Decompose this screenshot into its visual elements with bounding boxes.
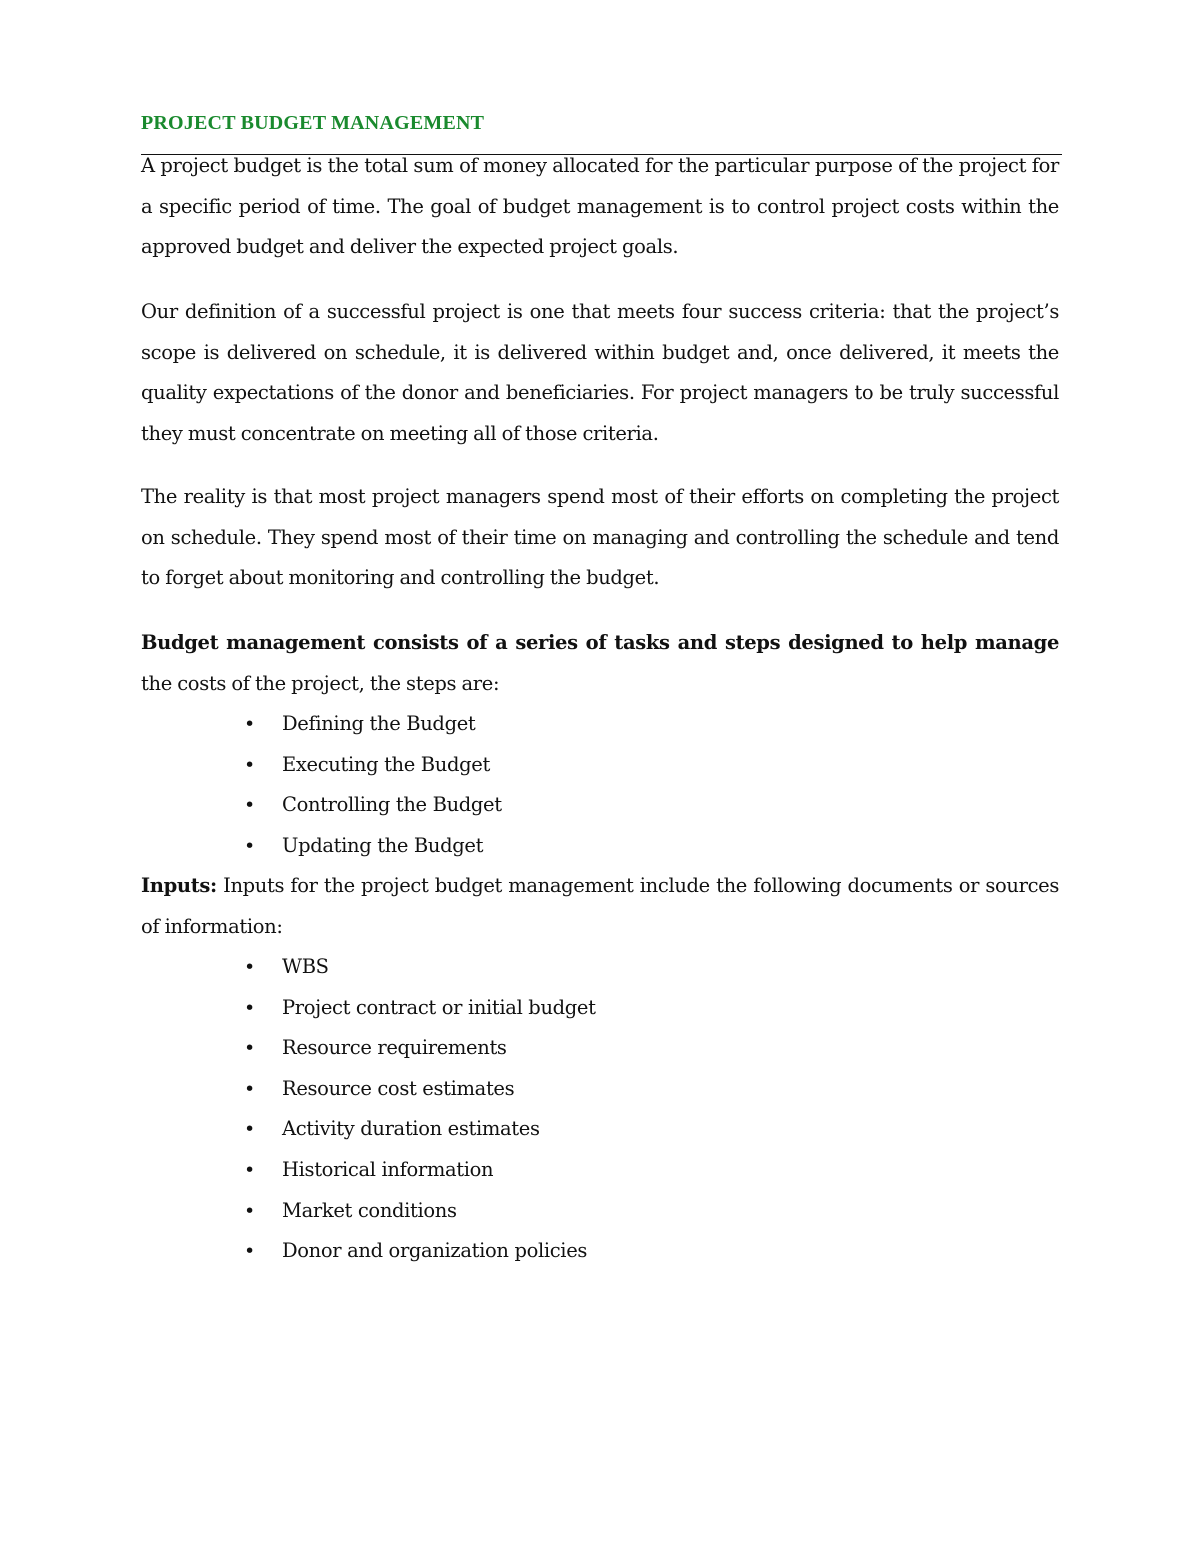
inputs-paragraph xyxy=(141,866,1059,947)
intro-paragraph: A project budget is the total sum of money allocated for the particular purpose of the project for a specific period of time. The goal of budget management is to control project costs within the approved budget and deliver the expected project goals. xyxy=(141,154,1059,258)
list-item xyxy=(244,1191,596,1232)
steps-intro-bold: Budget management consists of a series of tasks and steps designed to help manage xyxy=(141,631,1059,654)
list-item-text: Controlling the Budget xyxy=(282,793,502,817)
list-item xyxy=(244,988,596,1029)
list-item-text: Executing the Budget xyxy=(282,752,490,776)
inputs-label: Inputs: xyxy=(141,874,217,897)
inputs-list xyxy=(244,947,596,1272)
list-item-text: Historical information xyxy=(282,1157,494,1181)
bullet-icon: • xyxy=(244,1240,255,1263)
list-item xyxy=(244,826,502,867)
bullet-icon: • xyxy=(244,753,255,776)
success-criteria-paragraph: Our definition of a successful project is one that meets four success criteria: that the project’s scope is delivered on schedule, it is delivered within budget and, once delivered, it meets the quality expectations of the donor and beneficiaries. For project managers to be truly successful they must concentrate on meeting all of those criteria. xyxy=(141,300,1059,445)
list-item-text: Market conditions xyxy=(282,1198,457,1222)
list-item-text: Defining the Budget xyxy=(282,712,476,735)
budget-steps-list xyxy=(244,704,502,866)
list-item xyxy=(244,1231,596,1272)
list-item xyxy=(244,785,502,826)
list-item-text: Donor and organization policies xyxy=(282,1239,588,1263)
bullet-icon: • xyxy=(244,1158,255,1181)
bullet-icon: • xyxy=(244,1077,255,1100)
list-item-text: Resource cost estimates xyxy=(282,1076,515,1100)
list-item-text: Resource requirements xyxy=(282,1036,507,1060)
reality-paragraph: The reality is that most project managers spend most of their efforts on completing the project on schedule. They spend most of their time on managing and controlling the schedule and tend to forget about monitoring and controlling the budget. xyxy=(141,485,1059,589)
list-item xyxy=(244,704,502,745)
list-item-text: WBS xyxy=(282,955,329,978)
bullet-icon: • xyxy=(244,996,255,1019)
list-item-text: Updating the Budget xyxy=(282,833,484,857)
bullet-icon: • xyxy=(244,1199,255,1222)
list-item xyxy=(244,1069,596,1110)
bullet-icon: • xyxy=(244,794,255,817)
bullet-icon: • xyxy=(244,1118,255,1141)
bullet-icon: • xyxy=(244,1037,255,1060)
list-item-text: Project contract or initial budget xyxy=(282,995,596,1019)
steps-intro-rest: the costs of the project, the steps are: xyxy=(141,671,500,695)
steps-intro-paragraph xyxy=(141,623,1059,704)
bullet-icon: • xyxy=(244,713,255,735)
list-item xyxy=(244,1028,596,1069)
bullet-icon: • xyxy=(244,834,255,857)
page-title: PROJECT BUDGET MANAGEMENT xyxy=(141,112,485,134)
inputs-text: Inputs for the project budget management include the following documents or sources of information: xyxy=(141,874,1059,938)
list-item xyxy=(244,947,596,988)
list-item-text: Activity duration estimates xyxy=(282,1117,540,1141)
list-item xyxy=(244,1109,596,1150)
list-item xyxy=(244,745,502,786)
list-item xyxy=(244,1150,596,1191)
bullet-icon: • xyxy=(244,956,255,978)
